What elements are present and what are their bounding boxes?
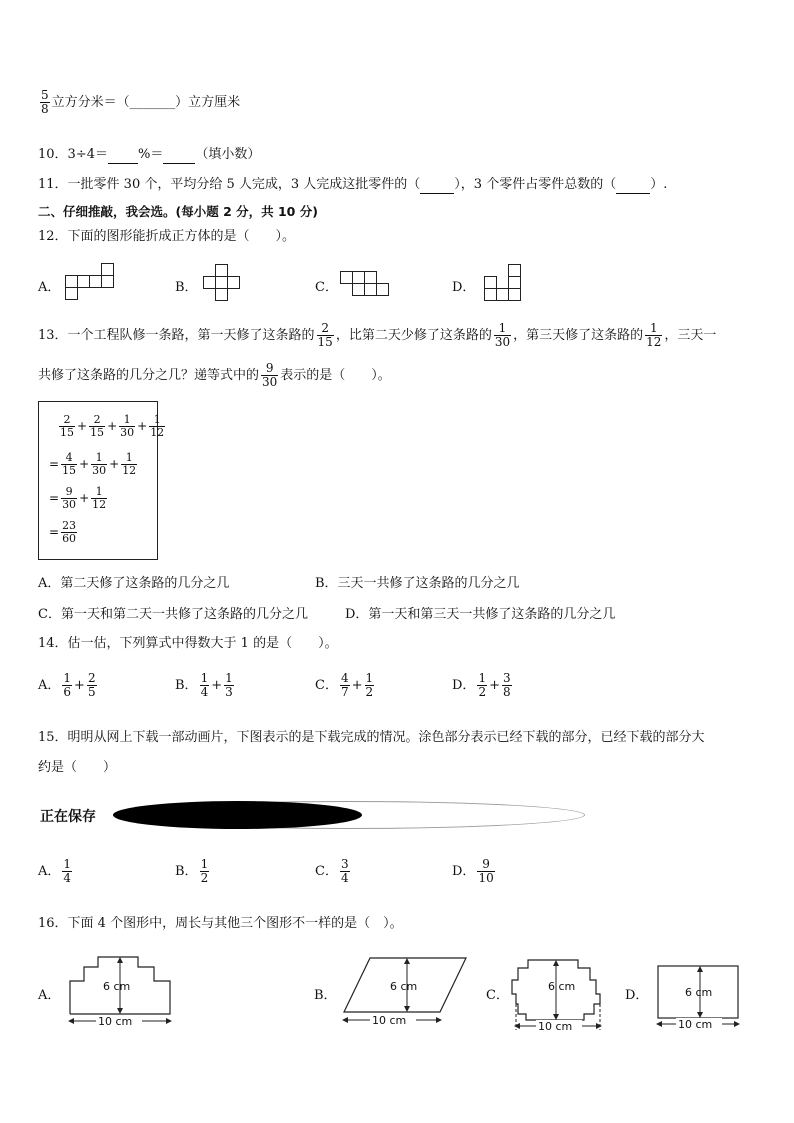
q16-option-c[interactable]: C．: [486, 988, 509, 1003]
calc-row-1: $\frac{2}{15}$ + $\frac{2}{15}$ + $\frac{1}{30}$ + $\frac{1}{12}$: [60, 413, 165, 439]
q15-stem-line2: 约是（ ）: [38, 760, 117, 775]
q15-option-d[interactable]: D． $\frac{9}{10}$: [452, 857, 494, 885]
q16-shape-b: [340, 954, 470, 1028]
q15-option-a[interactable]: A． $\frac{1}{4}$: [38, 857, 72, 885]
fraction: $\frac{5}{8}$: [41, 88, 49, 116]
q14-stem: 14．估一估，下列算式中得数大于 1 的是（ ）。: [38, 636, 338, 651]
q12-net-b: [203, 264, 243, 304]
width-label: 10 cm: [538, 1020, 573, 1033]
q13-option-c[interactable]: C．第一天和第二天一共修了这条路的几分之几: [38, 607, 308, 622]
q12-stem: 12．下面的图形能折成正方体的是（ ）。: [38, 229, 296, 244]
q16-stem: 16．下面 4 个图形中，周长与其他三个图形不一样的是（ ）。: [38, 916, 403, 931]
height-label: 6 cm: [390, 980, 418, 993]
q12-option-d[interactable]: D．: [452, 280, 476, 295]
fraction: $\frac{1}{12}$: [646, 321, 662, 349]
q14-option-b[interactable]: B． $\frac{1}{4}$ + $\frac{1}{3}$: [175, 671, 233, 699]
height-label: 6 cm: [548, 980, 576, 993]
q15-option-b[interactable]: B． $\frac{1}{2}$: [175, 857, 209, 885]
q16-shape-d: [652, 958, 744, 1032]
q13-option-a[interactable]: A．第二天修了这条路的几分之几: [38, 576, 230, 591]
calc-row-4: = $\frac{23}{60}$: [49, 519, 77, 545]
q16-shape-c: [508, 954, 608, 1034]
q13-stem-line2: 共修了这条路的几分之几？递等式中的 $\frac{9}{30}$ 表示的是（ ）。: [38, 361, 391, 389]
q13-stem-line1: 13．一个工程队修一条路，第一天修了这条路的 $\frac{2}{15}$ ，比第二天少修了这条路的 $\frac{1}{30}$ ，第三天修了这条路的 $\frac{1}{12}$ ，三天一: [38, 321, 717, 349]
fraction: $\frac{2}{15}$: [317, 321, 333, 349]
q14-option-a[interactable]: A． $\frac{1}{6}$ + $\frac{2}{5}$: [38, 671, 96, 699]
q12-net-a: [65, 263, 117, 303]
q12-net-c: [340, 271, 392, 299]
answer-blank[interactable]: [616, 177, 650, 194]
height-label: 6 cm: [685, 986, 713, 999]
q12-net-d: [484, 264, 526, 304]
calc-row-3: = $\frac{9}{30}$ + $\frac{1}{12}$: [49, 485, 107, 511]
calc-row-2: = $\frac{4}{15}$ + $\frac{1}{30}$ + $\frac{1}{12}$: [49, 451, 137, 477]
q14-option-d[interactable]: D． $\frac{1}{2}$ + $\frac{3}{8}$: [452, 671, 511, 699]
width-label: 10 cm: [372, 1014, 407, 1027]
q12-option-b[interactable]: B．: [175, 280, 198, 295]
calculation-box: [38, 401, 165, 560]
q16-shape-a: [64, 954, 176, 1026]
q13-option-d[interactable]: D．第一天和第三天一共修了这条路的几分之几: [345, 607, 616, 622]
answer-blank[interactable]: [420, 177, 454, 194]
q12-option-a[interactable]: A．: [38, 280, 61, 295]
fraction: $\frac{9}{30}$: [262, 361, 278, 389]
width-label: 10 cm: [678, 1018, 713, 1031]
q14-option-c[interactable]: C． $\frac{4}{7}$ + $\frac{1}{2}$: [315, 671, 374, 699]
q16-option-b[interactable]: B．: [314, 988, 337, 1003]
q13-option-b[interactable]: B．三天一共修了这条路的几分之几: [315, 576, 520, 591]
q10-line: 10．3÷4＝ %＝ （填小数）: [38, 147, 261, 162]
fraction: $\frac{1}{30}$: [494, 321, 511, 349]
saving-label: 正在保存: [40, 809, 96, 825]
q12-option-c[interactable]: C．: [315, 280, 338, 295]
answer-blank[interactable]: [163, 147, 195, 164]
answer-blank[interactable]: [108, 147, 138, 164]
q11-line: 11．一批零件 30 个，平均分给 5 人完成，3 人完成这批零件的（ ），3 个零件占零件总数的（ ）.: [38, 177, 668, 192]
answer-blank[interactable]: _______: [129, 95, 176, 110]
q15-stem-line1: 15．明明从网上下载一部动画片，下图表示的是下载完成的情况。涂色部分表示已经下载的部分，已经下载的部分大: [38, 730, 705, 745]
width-label: 10 cm: [98, 1015, 133, 1026]
q16-option-d[interactable]: D．: [625, 988, 649, 1003]
q9-line: $\frac{5}{8}$ 立方分米＝（_______）立方厘米: [41, 88, 241, 116]
q15-option-c[interactable]: C． $\frac{3}{4}$: [315, 857, 349, 885]
section-title: 二、仔细推敲，我会选。(每小题 2 分，共 10 分): [38, 204, 318, 219]
height-label: 6 cm: [103, 980, 131, 993]
progress-fill: [113, 801, 362, 829]
q16-option-a[interactable]: A．: [38, 988, 61, 1003]
